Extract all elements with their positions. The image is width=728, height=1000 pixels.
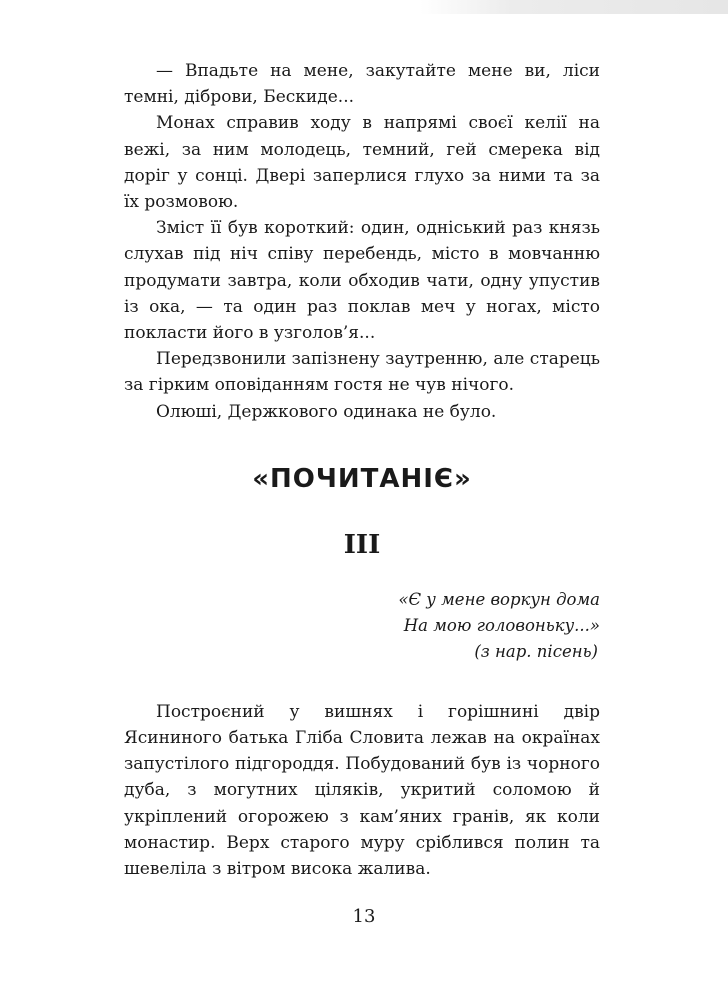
epigraph-line-2: На мою головоньку...»	[403, 615, 600, 635]
epigraph	[124, 587, 600, 665]
paragraph-4: Передзвонили запізнену заутренню, але старець за гірким оповіданням гостя не чув нічого.	[124, 349, 600, 396]
book-page	[124, 58, 600, 882]
chapter-number: III	[343, 529, 381, 560]
paragraph-3: Зміст її був короткий: один, одніський раз князь слухав під ніч співу перебендь, місто в мовчанню продумати завтра, коли обходив чати, одну упустив із ока, — та один раз поклав меч у ногах, місто покласти його в узголов’я...	[124, 218, 600, 344]
epigraph-line-1: «Є у мене воркун дома	[398, 589, 600, 609]
paragraph-1: — Впадьте на мене, закутайте мене ви, ліси темні, діброви, Бескиде...	[124, 61, 600, 108]
text-block-bottom	[124, 699, 600, 882]
top-scan-shadow	[420, 0, 728, 14]
text-block-top	[124, 58, 600, 425]
epigraph-source: (з нар. пісень)	[474, 641, 598, 661]
chapter-title: «ПОЧИТАНІЄ»	[252, 463, 472, 494]
paragraph-2: Монах справив ходу в напрямі своєї келії на вежі, за ним молодець, темний, гей смерека від доріг у сонці. Двері заперлися глухо за ними та за їх розмовою.	[124, 113, 600, 213]
paragraph-6: Построєний у вишнях і горішнині двір Ясининого батька Гліба Словита лежав на окраїнах запустілого підгороддя. Побудований був із чорного дуба, з могутних ціляків, укритий соломою й укріплений огорожею з кам’яних гранів, як коли монастир. Верх старого муру сріблився полин та шевеліла з вітром висока жалива.	[124, 701, 600, 880]
paragraph-5: Олюші, Держкового одинака не було.	[156, 401, 497, 422]
page-number: 13	[352, 906, 376, 927]
